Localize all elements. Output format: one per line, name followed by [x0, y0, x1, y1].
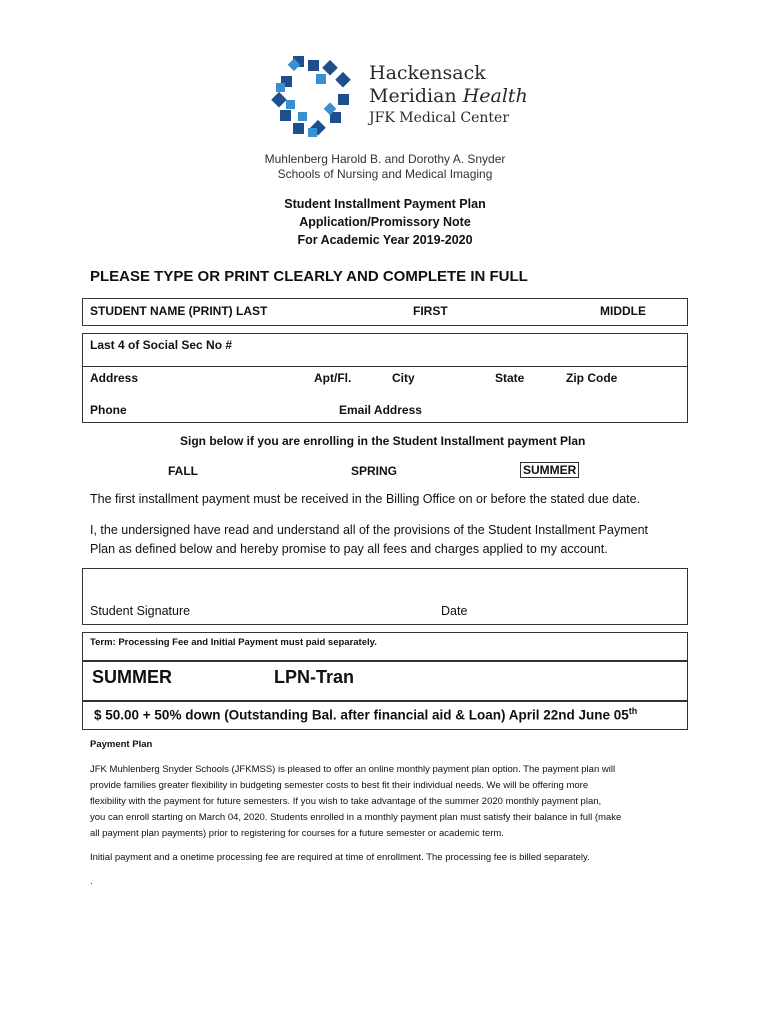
- payment-amount: [94, 706, 637, 723]
- processing-fee-note: Initial payment and a onetime processing fee are required at time of enrollment. The processing fee is billed separately.: [90, 852, 590, 863]
- option-spring[interactable]: SPRING: [351, 464, 398, 478]
- payment-amount-sup: th: [628, 706, 638, 716]
- ssn-label: Last 4 of Social Sec No #: [90, 338, 233, 352]
- school-name-line-1: Muhlenberg Harold B. and Dorothy A. Snyder: [264, 152, 506, 166]
- agreement-line-1: I, the undersigned have read and understand all of the provisions of the Student Installment Payment: [90, 523, 648, 537]
- program-name: LPN-Tran: [274, 667, 355, 687]
- option-fall[interactable]: FALL: [168, 464, 198, 478]
- doc-title-line-3: For Academic Year 2019-2020: [297, 233, 473, 247]
- enroll-prompt: Sign below if you are enrolling in the Student Installment payment Plan: [180, 434, 586, 448]
- city-label: City: [392, 371, 415, 385]
- email-label: Email Address: [339, 403, 422, 417]
- trailing-dot: .: [90, 876, 93, 887]
- doc-title-line-1: Student Installment Payment Plan: [284, 197, 486, 211]
- due-date-notice: The first installment payment must be received in the Billing Office on or before the stated due date.: [90, 492, 641, 506]
- name-middle-label: MIDDLE: [600, 304, 646, 318]
- date-label: Date: [441, 604, 468, 618]
- brand-line-3: JFK Medical Center: [369, 110, 510, 126]
- doc-title-line-2: Application/Promissory Note: [299, 215, 471, 229]
- terms-label: Term: Processing Fee and Initial Payment must paid separately.: [90, 637, 377, 648]
- hackensack-meridian-logo: [268, 50, 363, 142]
- state-label: State: [495, 371, 525, 385]
- payment-plan-line-3: flexibility with the payment for future semesters. If you wish to take advantage of the summer 2020 monthly payment plan,: [90, 796, 602, 807]
- payment-plan-line-5: all payment plan payments) prior to registering for courses for a future semester or academic term.: [90, 828, 504, 839]
- zip-label: Zip Code: [566, 371, 618, 385]
- brand-line-2: [369, 85, 528, 107]
- brand-line-2-plain: Meridian: [369, 85, 463, 107]
- agreement-line-2: Plan as defined below and hereby promise to pay all fees and charges applied to my account.: [90, 542, 608, 556]
- payment-plan-line-2: provide families greater flexibility in budgeting semester costs to best fit their individual needs. We will be offering more: [90, 780, 589, 791]
- apt-label: Apt/Fl.: [314, 371, 352, 385]
- instruction-heading: PLEASE TYPE OR PRINT CLEARLY AND COMPLETE IN FULL: [90, 268, 528, 285]
- term-program-box: [82, 660, 688, 702]
- term-name: SUMMER: [92, 667, 172, 687]
- student-signature-label: Student Signature: [90, 604, 191, 618]
- address-label: Address: [90, 371, 139, 385]
- payment-plan-line-1: JFK Muhlenberg Snyder Schools (JFKMSS) is pleased to offer an online monthly payment plan option. The payment plan will: [90, 764, 616, 775]
- brand-line-2-italic: Health: [462, 85, 528, 107]
- payment-amount-text: $ 50.00 + 50% down (Outstanding Bal. after financial aid & Loan) April 22nd June 05: [94, 707, 629, 723]
- name-first-label: FIRST: [413, 304, 448, 318]
- name-last-label: STUDENT NAME (PRINT) LAST: [90, 304, 268, 318]
- phone-label: Phone: [90, 403, 127, 417]
- school-name-line-2: Schools of Nursing and Medical Imaging: [277, 167, 493, 181]
- payment-plan-heading: Payment Plan: [90, 739, 153, 750]
- option-summer[interactable]: SUMMER: [520, 462, 579, 478]
- brand-line-1: Hackensack: [369, 62, 486, 84]
- payment-plan-line-4: you can enroll starting on March 04, 2020. Students enrolled in a monthly payment plan must satisfy their balance in full (make: [90, 812, 622, 823]
